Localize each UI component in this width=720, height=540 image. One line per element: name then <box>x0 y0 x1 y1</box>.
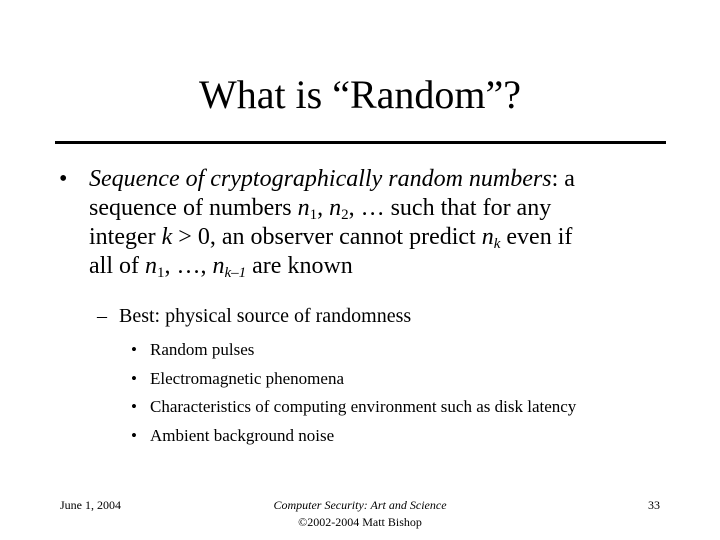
subscript: 2 <box>341 207 349 223</box>
main-bullet-text <box>89 165 689 281</box>
bullet-marker: • <box>59 166 68 192</box>
text-run: , <box>317 195 330 221</box>
footer-course-title: Computer Security: Art and Science <box>273 498 447 512</box>
text-run: , …, <box>164 253 213 279</box>
var-n: n <box>329 195 342 221</box>
main-bullet-line-1 <box>89 165 689 194</box>
subscript: 1 <box>309 207 318 223</box>
list-item <box>131 393 576 422</box>
text-run: sequence of numbers <box>89 195 298 221</box>
bullet-marker: • <box>131 397 137 416</box>
text-run: : a <box>551 166 575 192</box>
list-item-text: Ambient background noise <box>150 425 335 445</box>
text-run: > 0, an observer cannot predict <box>172 224 482 250</box>
title-underline <box>55 141 666 144</box>
sub-bullet-text: Best: physical source of randomness <box>119 305 412 327</box>
list-item-text: Random pulses <box>150 340 255 359</box>
main-bullet-line-2 <box>89 194 689 223</box>
bullet-marker: • <box>131 340 137 359</box>
text-run: are known <box>246 253 353 279</box>
bullet-marker: • <box>131 425 137 445</box>
var-n: n <box>481 224 494 250</box>
var-k: k <box>161 224 173 250</box>
definition-term: Sequence of cryptographically random numbers <box>89 166 552 192</box>
slide-title: What is “Random”? <box>198 72 522 117</box>
text-run: , … such that for any <box>348 195 552 221</box>
footer-date: June 1, 2004 <box>60 498 121 512</box>
subscript: k–1 <box>224 265 247 281</box>
text-run: integer <box>89 224 162 250</box>
page-number: 33 <box>648 498 660 512</box>
text-run: all of <box>89 253 145 279</box>
bullet-marker: • <box>131 368 137 388</box>
main-bullet-line-3 <box>89 223 689 252</box>
list-item <box>131 336 576 365</box>
dash-marker: – <box>97 305 107 327</box>
list-item <box>131 365 576 394</box>
footer-copyright: ©2002-2004 Matt Bishop <box>298 515 422 529</box>
list-item <box>131 422 576 451</box>
main-bullet-line-4 <box>89 252 689 281</box>
var-n: n <box>297 195 310 221</box>
var-n: n <box>212 253 225 279</box>
third-level-list <box>131 336 576 450</box>
subscript: 1 <box>156 265 165 281</box>
subscript: k <box>493 236 501 252</box>
footer-credit <box>160 497 560 531</box>
text-run: even if <box>500 224 573 250</box>
var-n: n <box>144 253 157 279</box>
list-item-text: Electromagnetic phenomena <box>150 368 344 388</box>
sub-bullet <box>97 304 411 328</box>
list-item-text: Characteristics of computing environment such as disk latency <box>150 397 577 416</box>
